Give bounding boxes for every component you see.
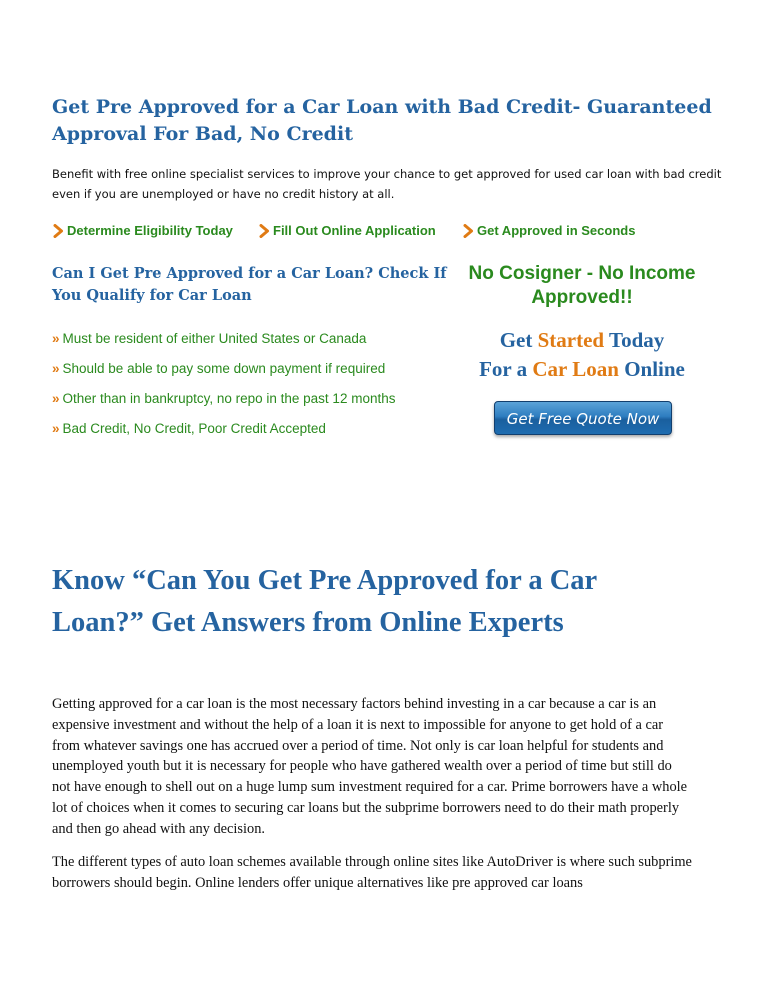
list-item	[52, 414, 452, 444]
step-label: Fill Out Online Application	[273, 223, 436, 238]
bullet-icon: »	[52, 391, 60, 406]
list-item-text: Other than in bankruptcy, no repo in the past 12 months	[62, 391, 396, 406]
eligibility-heading: Can I Get Pre Approved for a Car Loan? Check If You Qualify for Car Loan	[52, 265, 447, 304]
bullet-icon: »	[52, 331, 60, 346]
cta-word: Online	[624, 357, 685, 381]
article-paragraph: The different types of auto loan schemes available through online sites like AutoDriver is where such subprime borrowers should begin. Online lenders offer unique alternatives like pre approved car loans	[52, 854, 692, 891]
cta-word: For a	[479, 357, 528, 381]
list-item-text: Should be able to pay some down payment if required	[62, 361, 386, 376]
cta-word: Get	[499, 328, 533, 352]
step-determine-eligibility[interactable]	[52, 223, 233, 238]
steps-row	[52, 223, 732, 243]
step-label: Get Approved in Seconds	[477, 223, 636, 238]
intro-text: Benefit with free online specialist services to improve your chance to get approved for used car loan with bad credit even if you are unemployed or have no credit history at all.	[52, 167, 722, 201]
list-item	[52, 324, 452, 354]
step-fill-out-application[interactable]	[258, 223, 436, 238]
step-get-approved[interactable]	[462, 223, 635, 238]
chevron-right-icon	[52, 224, 65, 238]
get-free-quote-button[interactable]: Get Free Quote Now >>	[494, 401, 672, 435]
cta-highlight: Car Loan	[532, 357, 619, 381]
chevron-right-icon	[258, 224, 271, 238]
page-title: Get Pre Approved for a Car Loan with Bad Credit- Guaranteed Approval For Bad, No Credit	[52, 96, 712, 145]
cta-highlight: Started	[537, 328, 605, 352]
list-item	[52, 354, 452, 384]
bullet-icon: »	[52, 421, 60, 436]
promo-line-1: No Cosigner - No Income	[468, 263, 696, 284]
list-item	[52, 384, 452, 414]
promo-line-2: Approved!!	[531, 287, 633, 308]
cta-text	[456, 326, 708, 384]
cta-word: Today	[609, 328, 665, 352]
list-item-text: Bad Credit, No Credit, Poor Credit Accepted	[62, 421, 326, 436]
article-heading: Know “Can You Get Pre Approved for a Car Loan?” Get Answers from Online Experts	[52, 565, 597, 638]
bullet-icon: »	[52, 361, 60, 376]
cta-line-2	[456, 355, 708, 384]
step-label: Determine Eligibility Today	[67, 223, 233, 238]
list-item-text: Must be resident of either United States or Canada	[62, 331, 367, 346]
article-paragraph: Getting approved for a car loan is the most necessary factors behind investing in a car because a car is an expensive investment and without the help of a loan it is next to impossible for anyone to get hold of a car from whatever savings one has accrued over a period of time. Not only is car loan helpful for students and unemployed youth but it is necessary for people who have gathered wealth over a period of time but still do not have enough to shell out on a huge lump sum investment required for a car. Prime borrowers have a whole lot of choices when it comes to securing car loans but the subprime borrowers need to do their math properly and then go ahead with any decision.	[52, 696, 688, 837]
eligibility-list	[52, 324, 452, 444]
cta-line-1	[456, 326, 708, 355]
chevron-right-icon	[462, 224, 475, 238]
promo-headline	[456, 262, 708, 310]
